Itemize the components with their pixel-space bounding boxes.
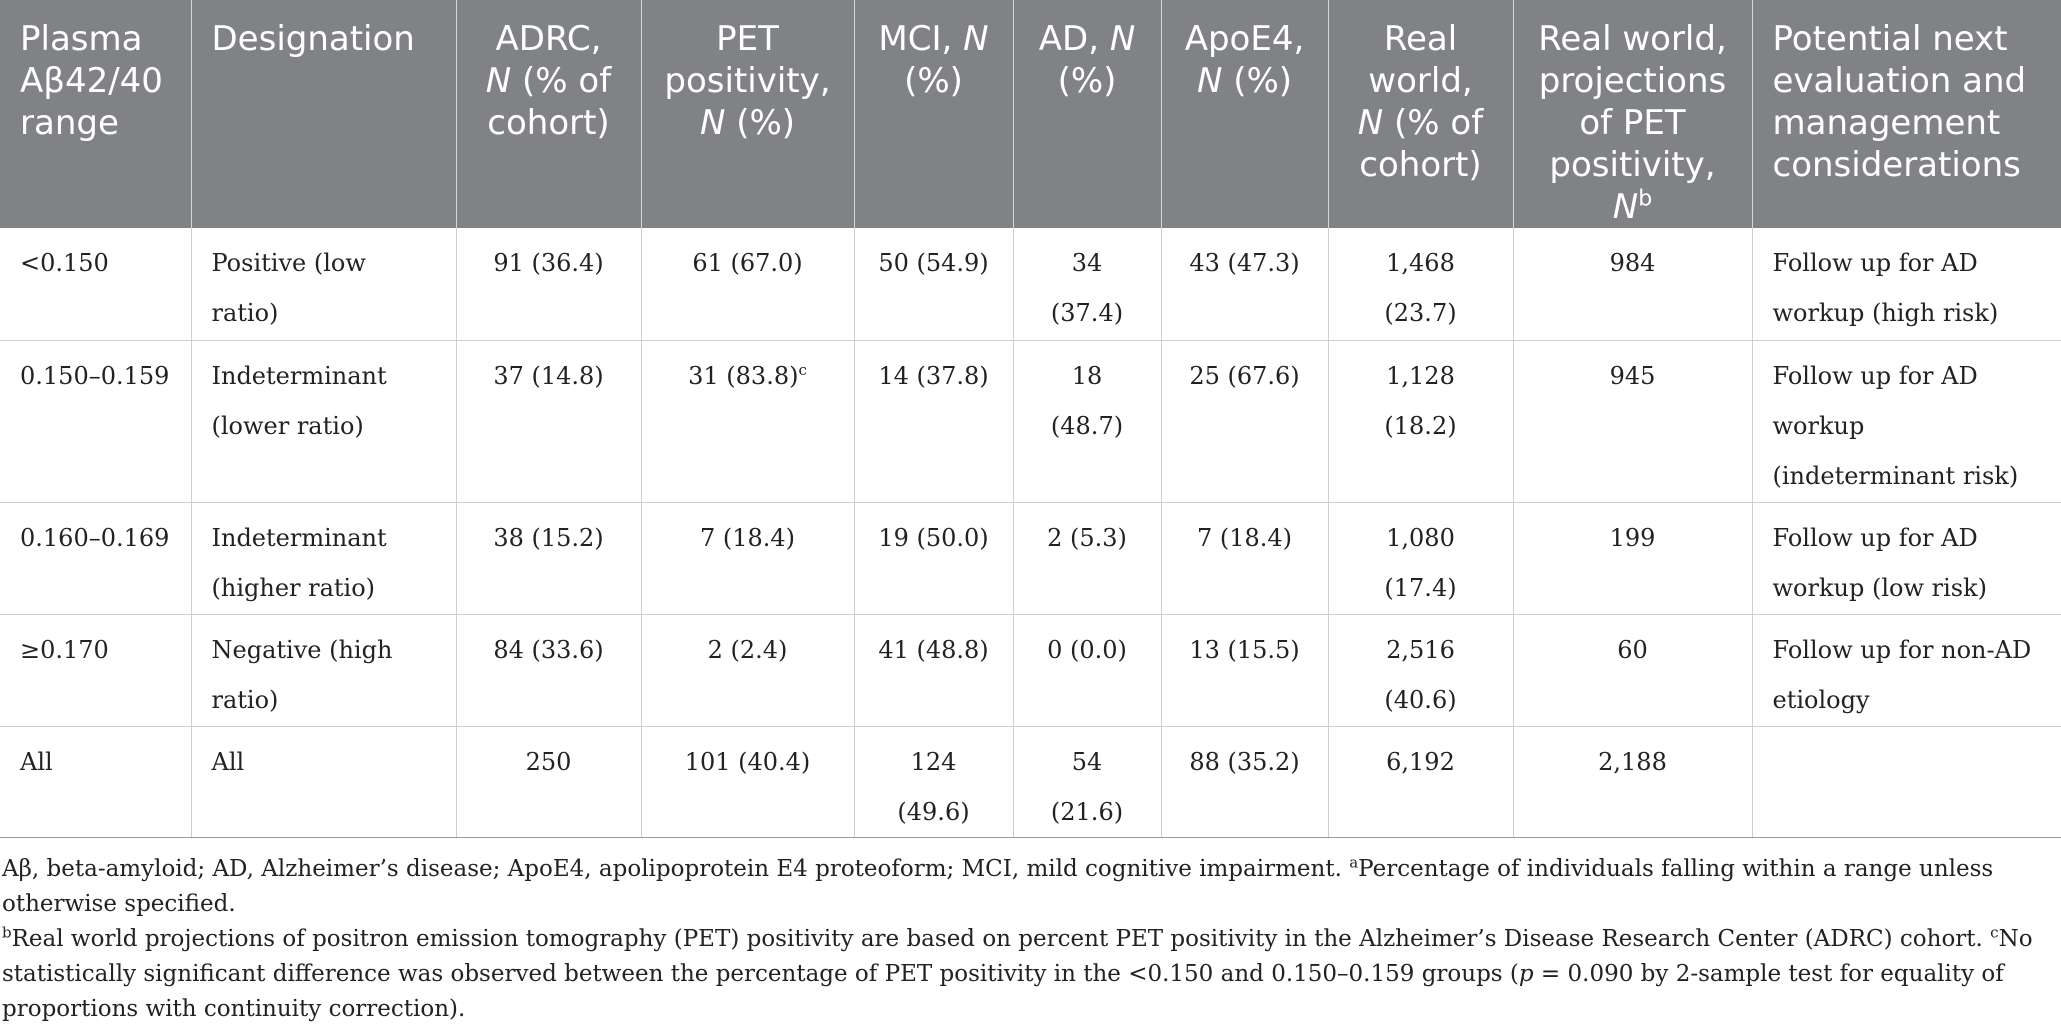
cell-real-world: 1,468 (23.7)	[1328, 228, 1513, 340]
cell-designation: Indeterminant (lower ratio)	[191, 340, 456, 502]
cell-adrc: 250	[456, 726, 641, 837]
cell-designation: Positive (low ratio)	[191, 228, 456, 340]
cell-next-eval: Follow up for non-AD etiology	[1752, 614, 2061, 726]
cell-range: 0.150–0.159	[0, 340, 191, 502]
cell-pet: 7 (18.4)	[641, 502, 854, 614]
cell-pet: 61 (67.0)	[641, 228, 854, 340]
cell-next-eval	[1752, 726, 2061, 837]
cell-range: 0.160–0.169	[0, 502, 191, 614]
cell-adrc: 37 (14.8)	[456, 340, 641, 502]
cell-adrc: 84 (33.6)	[456, 614, 641, 726]
table-row	[0, 340, 2061, 502]
cell-ad: 0 (0.0)	[1013, 614, 1161, 726]
cell-next-eval: Follow up for AD workup (indeterminant risk)	[1752, 340, 2061, 502]
cell-ad: 34 (37.4)	[1013, 228, 1161, 340]
header-designation: Designation	[191, 0, 456, 228]
cell-pet: 101 (40.4)	[641, 726, 854, 837]
header-ad: AD, N (%)	[1013, 0, 1161, 228]
footnote-abbreviations: Aβ, beta-amyloid; AD, Alzheimer’s disease; ApoE4, apolipoprotein E4 proteoform; MCI, mild cognitive impairment. $^a$Percentage of individuals falling within a range unless otherwise specified.	[2, 852, 1994, 917]
cell-adrc: 38 (15.2)	[456, 502, 641, 614]
cell-real-world: 1,128 (18.2)	[1328, 340, 1513, 502]
cell-designation: Indeterminant (higher ratio)	[191, 502, 456, 614]
header-plasma-range: Plasma Aβ42/40 range	[0, 0, 191, 228]
cell-range: ≥0.170	[0, 614, 191, 726]
cell-pet: 2 (2.4)	[641, 614, 854, 726]
cell-real-world: 2,516 (40.6)	[1328, 614, 1513, 726]
cell-range: <0.150	[0, 228, 191, 340]
cell-real-world: 6,192	[1328, 726, 1513, 837]
header-mci: MCI, N (%)	[854, 0, 1013, 228]
header-real-world-projections: Real world, projections of PET positivity, $N^b$	[1513, 0, 1752, 228]
header-adrc: ADRC, N (% of cohort)	[456, 0, 641, 228]
cell-designation: All	[191, 726, 456, 837]
header-next-evaluation: Potential next evaluation and management considerations	[1752, 0, 2061, 228]
cell-ad: 18 (48.7)	[1013, 340, 1161, 502]
cell-pet: 31 $(83.8)^c$	[641, 340, 854, 502]
cell-apoe4: 7 (18.4)	[1161, 502, 1328, 614]
cell-apoe4: 43 (47.3)	[1161, 228, 1328, 340]
table-row	[0, 228, 2061, 340]
cell-apoe4: 88 (35.2)	[1161, 726, 1328, 837]
cell-mci: 19 (50.0)	[854, 502, 1013, 614]
cell-range: All	[0, 726, 191, 837]
table-footnotes	[0, 838, 2057, 1027]
header-pet-positivity: PET positivity, N (%)	[641, 0, 854, 228]
cell-projections: 984	[1513, 228, 1752, 340]
cell-projections: 945	[1513, 340, 1752, 502]
cell-mci: 124 (49.6)	[854, 726, 1013, 837]
cell-adrc: 91 (36.4)	[456, 228, 641, 340]
table-row	[0, 614, 2061, 726]
header-row	[0, 0, 2061, 228]
cell-next-eval: Follow up for AD workup (low risk)	[1752, 502, 2061, 614]
header-apoe4: ApoE4, N (%)	[1161, 0, 1328, 228]
table-row	[0, 726, 2061, 837]
cell-apoe4: 25 (67.6)	[1161, 340, 1328, 502]
cell-projections: 60	[1513, 614, 1752, 726]
footnote-b-c: $^b$Real world projections of positron emission tomography (PET) positivity are based on percent PET positivity in the Alzheimer’s Disease Research Center (ADRC) cohort. $^c$No statistically significant difference was observed between the percentage of PET positivity in the <0.150 and 0.150–0.159 groups (p = 0.090 by 2-sample test for equality of proportions with continuity correction).	[2, 922, 2033, 1022]
cell-mci: 50 (54.9)	[854, 228, 1013, 340]
cell-mci: 14 (37.8)	[854, 340, 1013, 502]
cell-projections: 2,188	[1513, 726, 1752, 837]
cell-real-world: 1,080 (17.4)	[1328, 502, 1513, 614]
cell-next-eval: Follow up for AD workup (high risk)	[1752, 228, 2061, 340]
table-row	[0, 502, 2061, 614]
header-real-world: Real world, N (% of cohort)	[1328, 0, 1513, 228]
cell-apoe4: 13 (15.5)	[1161, 614, 1328, 726]
cell-mci: 41 (48.8)	[854, 614, 1013, 726]
cell-ad: 2 (5.3)	[1013, 502, 1161, 614]
cell-projections: 199	[1513, 502, 1752, 614]
cell-designation: Negative (high ratio)	[191, 614, 456, 726]
cell-ad: 54 (21.6)	[1013, 726, 1161, 837]
